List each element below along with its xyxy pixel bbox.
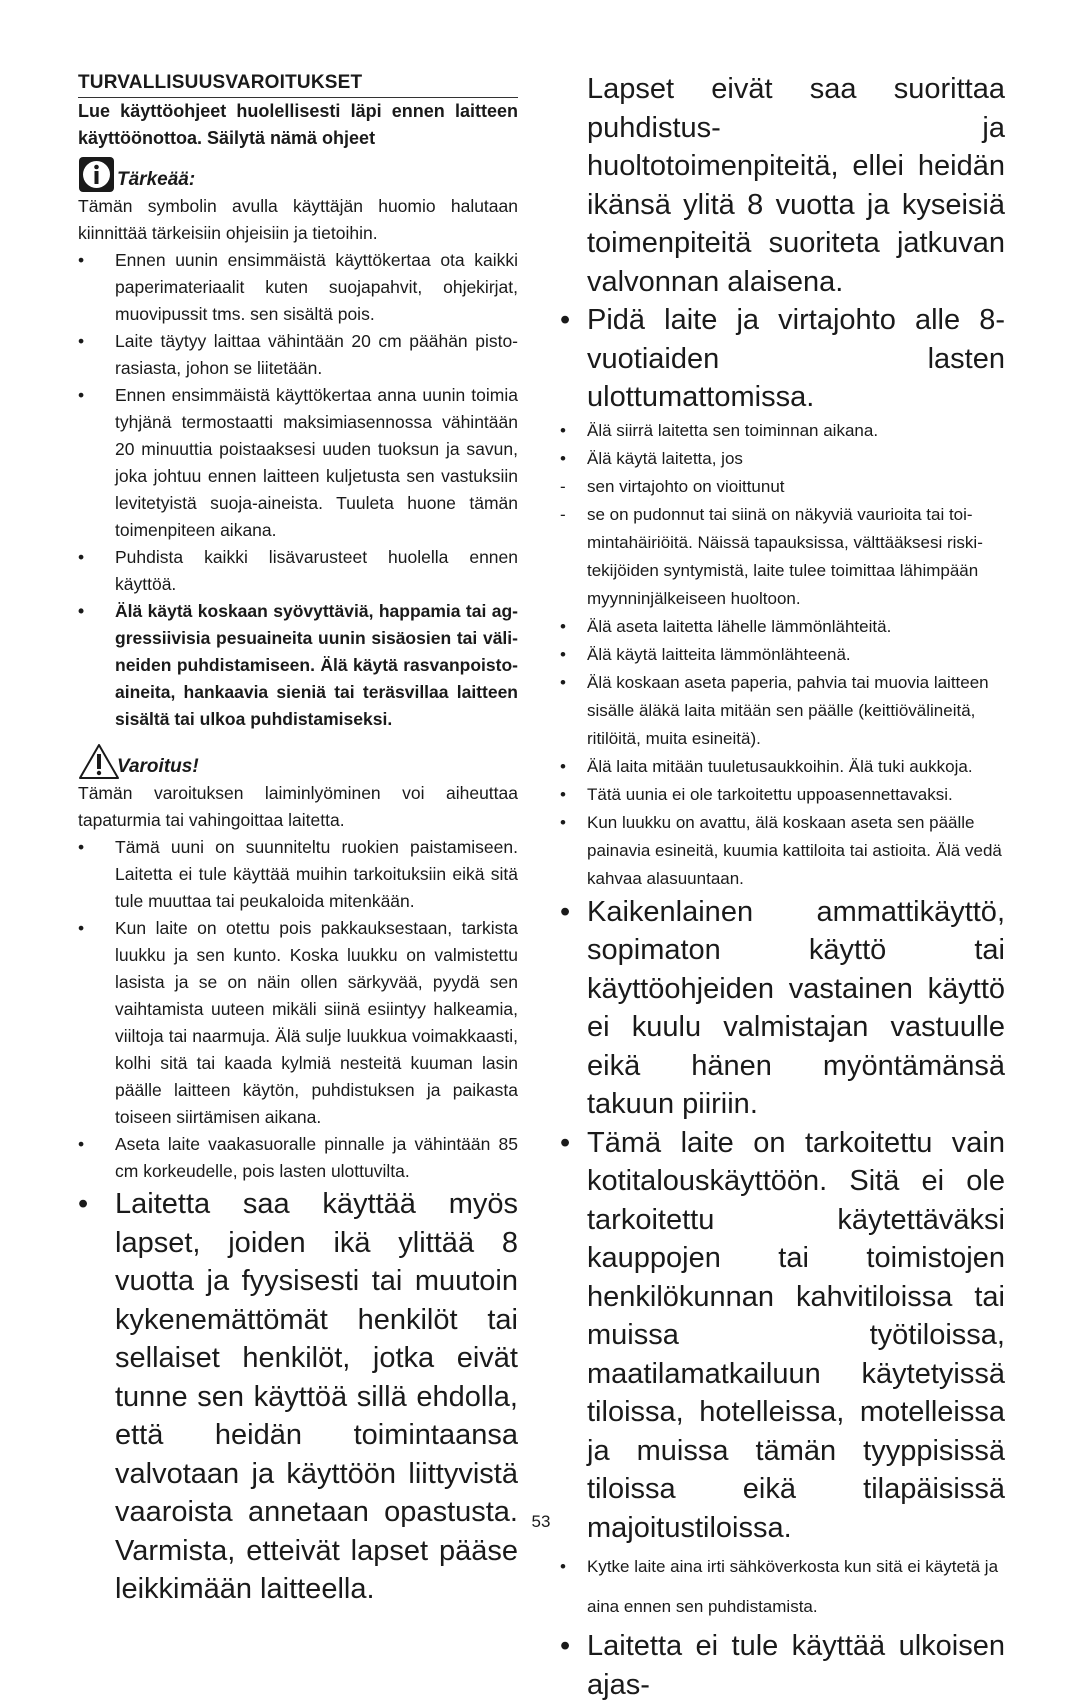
info-icon bbox=[78, 156, 115, 193]
list-item: • Puhdista kaikki lisävarusteet huolella ennen käyttöä. bbox=[78, 544, 518, 598]
warning-heading bbox=[78, 743, 518, 780]
warning-label: Varoitus! bbox=[117, 756, 199, 777]
page-number: 53 bbox=[531, 1512, 551, 1531]
list-item: • Aseta laite vaakasuoralle pinnalle ja vähintään 85 cm korkeudelle, pois lasten ulottuvilta. bbox=[78, 1131, 518, 1185]
list-item: • Kytke laite aina irti sähköverkosta kun sitä ei käytetä ja aina ennen sen puhdistamista. bbox=[560, 1547, 1005, 1627]
list-item: • Älä käytä koskaan syövyttäviä, happamia tai aggressiivisia pesuaineita uunin sisäosien tai välineiden puhdistamiseen. Älä käytä rasvanpoistoaineita, hankaavia sieniä tai teräsvillaa laitteen sisältä tai ulkoa puhdistamiseksi. bbox=[78, 598, 518, 733]
warning-list bbox=[78, 834, 518, 1609]
list-item: • Älä siirrä laitetta sen toiminnan aikana. bbox=[560, 417, 1005, 445]
list-item: • Kun laite on otettu pois pakkauksestaan, tarkista luukku ja sen kunto. Koska luukku on valmistettu lasista ja se on näin ollen särkyvää, pyydä sen vaihtamista uuteen mikäli siinä esiintyy halkeamia, viiltoja tai naarmuja. Älä sulje luukkua voimakkaasti, kolhi sitä tai kaada kylmiä nesteitä kuuman lasin päälle laitteen käytön, puhdistuksen ja paikasta toiseen siirtämisen aikana. bbox=[78, 915, 518, 1131]
list-item: • Ennen ensimmäistä käyttökertaa anna uunin toimia tyhjänä termostaatti maksimiasennossa vähintään 20 minuuttia poistaaksesi uuden tuoksun ja savun, joka johtuu ennen laitteen kuljetusta sen vastuksiin levitetyistä suoja-aineista. Tuuleta huone tämän toimenpiteen aikana. bbox=[78, 382, 518, 544]
warning-text: Tämän varoituksen laiminlyöminen voi aiheuttaa tapaturmia tai vahingoittaa laitetta. bbox=[78, 783, 518, 830]
list-item: - se on pudonnut tai siinä on näkyviä vaurioita tai toimintahäiriöitä. Näissä tapauksissa, välttääksesi riskitekijöiden syntymistä, laite tulee toimittaa lähimpään myynninjälkeiseen huoltoon. bbox=[560, 501, 1005, 613]
list-item: • Älä käytä laitetta, jos bbox=[560, 445, 1005, 473]
warning-icon bbox=[78, 743, 115, 780]
section-title: TURVALLISUUSVAROITUKSET bbox=[78, 70, 518, 98]
list-item: • Tämä laite on tarkoitettu vain kotitalouskäyttöön. Sitä ei ole tarkoitettu käytettäväksi kauppojen tai toimistojen henkilökunnan kahvitiloissa tai muissa työtiloissa, maatilamatkailuun käytetyissä tiloissa, hotelleissa, motelleissa ja muissa tämän tyyppisissä tiloissa eikä tilapäisissä majoitustiloissa. bbox=[560, 1124, 1005, 1548]
list-item: • Älä aseta laitetta lähelle lämmönlähteitä. bbox=[560, 613, 1005, 641]
important-heading bbox=[78, 156, 518, 193]
list-item: • Ennen uunin ensimmäistä käyttökertaa ota kaikki paperimateriaalit kuten suojapahvit, ohjekirjat, muovipussit tms. sen sisältä pois. bbox=[78, 247, 518, 328]
list-item: • Kaikenlainen ammattikäyttö, sopimaton käyttö tai käyttöohjeiden vastainen käyttö ei kuulu valmistajan vastuulle eikä hänen myöntämänsä takuun piiriin. bbox=[560, 893, 1005, 1124]
right-column bbox=[560, 70, 1005, 1704]
list-item: • Älä koskaan aseta paperia, pahvia tai muovia laitteen sisälle äläkä laita mitään sen päälle (keittiövälineitä, ritilöitä, muita esineitä). bbox=[560, 669, 1005, 753]
list-item: • Älä laita mitään tuuletusaukkoihin. Älä tuki aukkoja. bbox=[560, 753, 1005, 781]
list-item: • Tätä uunia ei ole tarkoitettu uppoasennettavaksi. bbox=[560, 781, 1005, 809]
list-item: • Laite täytyy laittaa vähintään 20 cm päähän pistorasiasta, johon se liitetään. bbox=[78, 328, 518, 382]
important-label: Tärkeää: bbox=[117, 169, 196, 190]
list-item: • Kun luukku on avattu, älä koskaan aseta sen päälle painavia esineitä, kuumia kattiloita tai astioita. Älä vedä kahvaa alasuuntaan. bbox=[560, 809, 1005, 893]
list-item: • Laitetta saa käyttää myös lapset, joiden ikä ylittää 8 vuotta ja fyysisesti tai muutoin kykenemättömät henkilöt tai sellaiset henkilöt, jotka eivät tunne sen käyttöä sillä ehdolla, että heidän toimintaansa valvotaan ja käyttöön liittyvistä vaaroista annetaan opastusta. Varmista, etteivät lapset pääse leikkimään laitteella. bbox=[78, 1185, 518, 1609]
left-column bbox=[78, 70, 518, 1609]
intro-text: Lue käyttöohjeet huolellisesti läpi ennen laitteen käyttöönottoa. Säilytä nämä ohjeet bbox=[78, 101, 518, 148]
important-list bbox=[78, 247, 518, 733]
right-list bbox=[560, 301, 1005, 1704]
list-item: • Älä käytä laitteita lämmönlähteenä. bbox=[560, 641, 1005, 669]
list-item: • Tämä uuni on suunniteltu ruokien paistamiseen. Laitetta ei tule käyttää muihin tarkoituksiin eikä sitä tule muuttaa tai peukaloida mitenkään. bbox=[78, 834, 518, 915]
continuation-text: Lapset eivät saa suorittaa puhdistus- ja huoltotoimenpiteitä, ellei heidän ikänsä ylitä 8 vuotta ja kyseisiä toimenpiteitä suoriteta jatkuvan valvonnan alaisena. bbox=[587, 73, 1005, 298]
important-text: Tämän symbolin avulla käyttäjän huomio halutaan kiinnittää tärkeisiin ohjeisiin ja tietoihin. bbox=[78, 196, 518, 243]
list-item: - sen virtajohto on vioittunut bbox=[560, 473, 1005, 501]
list-item: • Pidä laite ja virtajohto alle 8-vuotiaiden lasten ulottumattomissa. bbox=[560, 301, 1005, 417]
list-item: • Laitetta ei tule käyttää ulkoisen ajas- bbox=[560, 1627, 1005, 1704]
